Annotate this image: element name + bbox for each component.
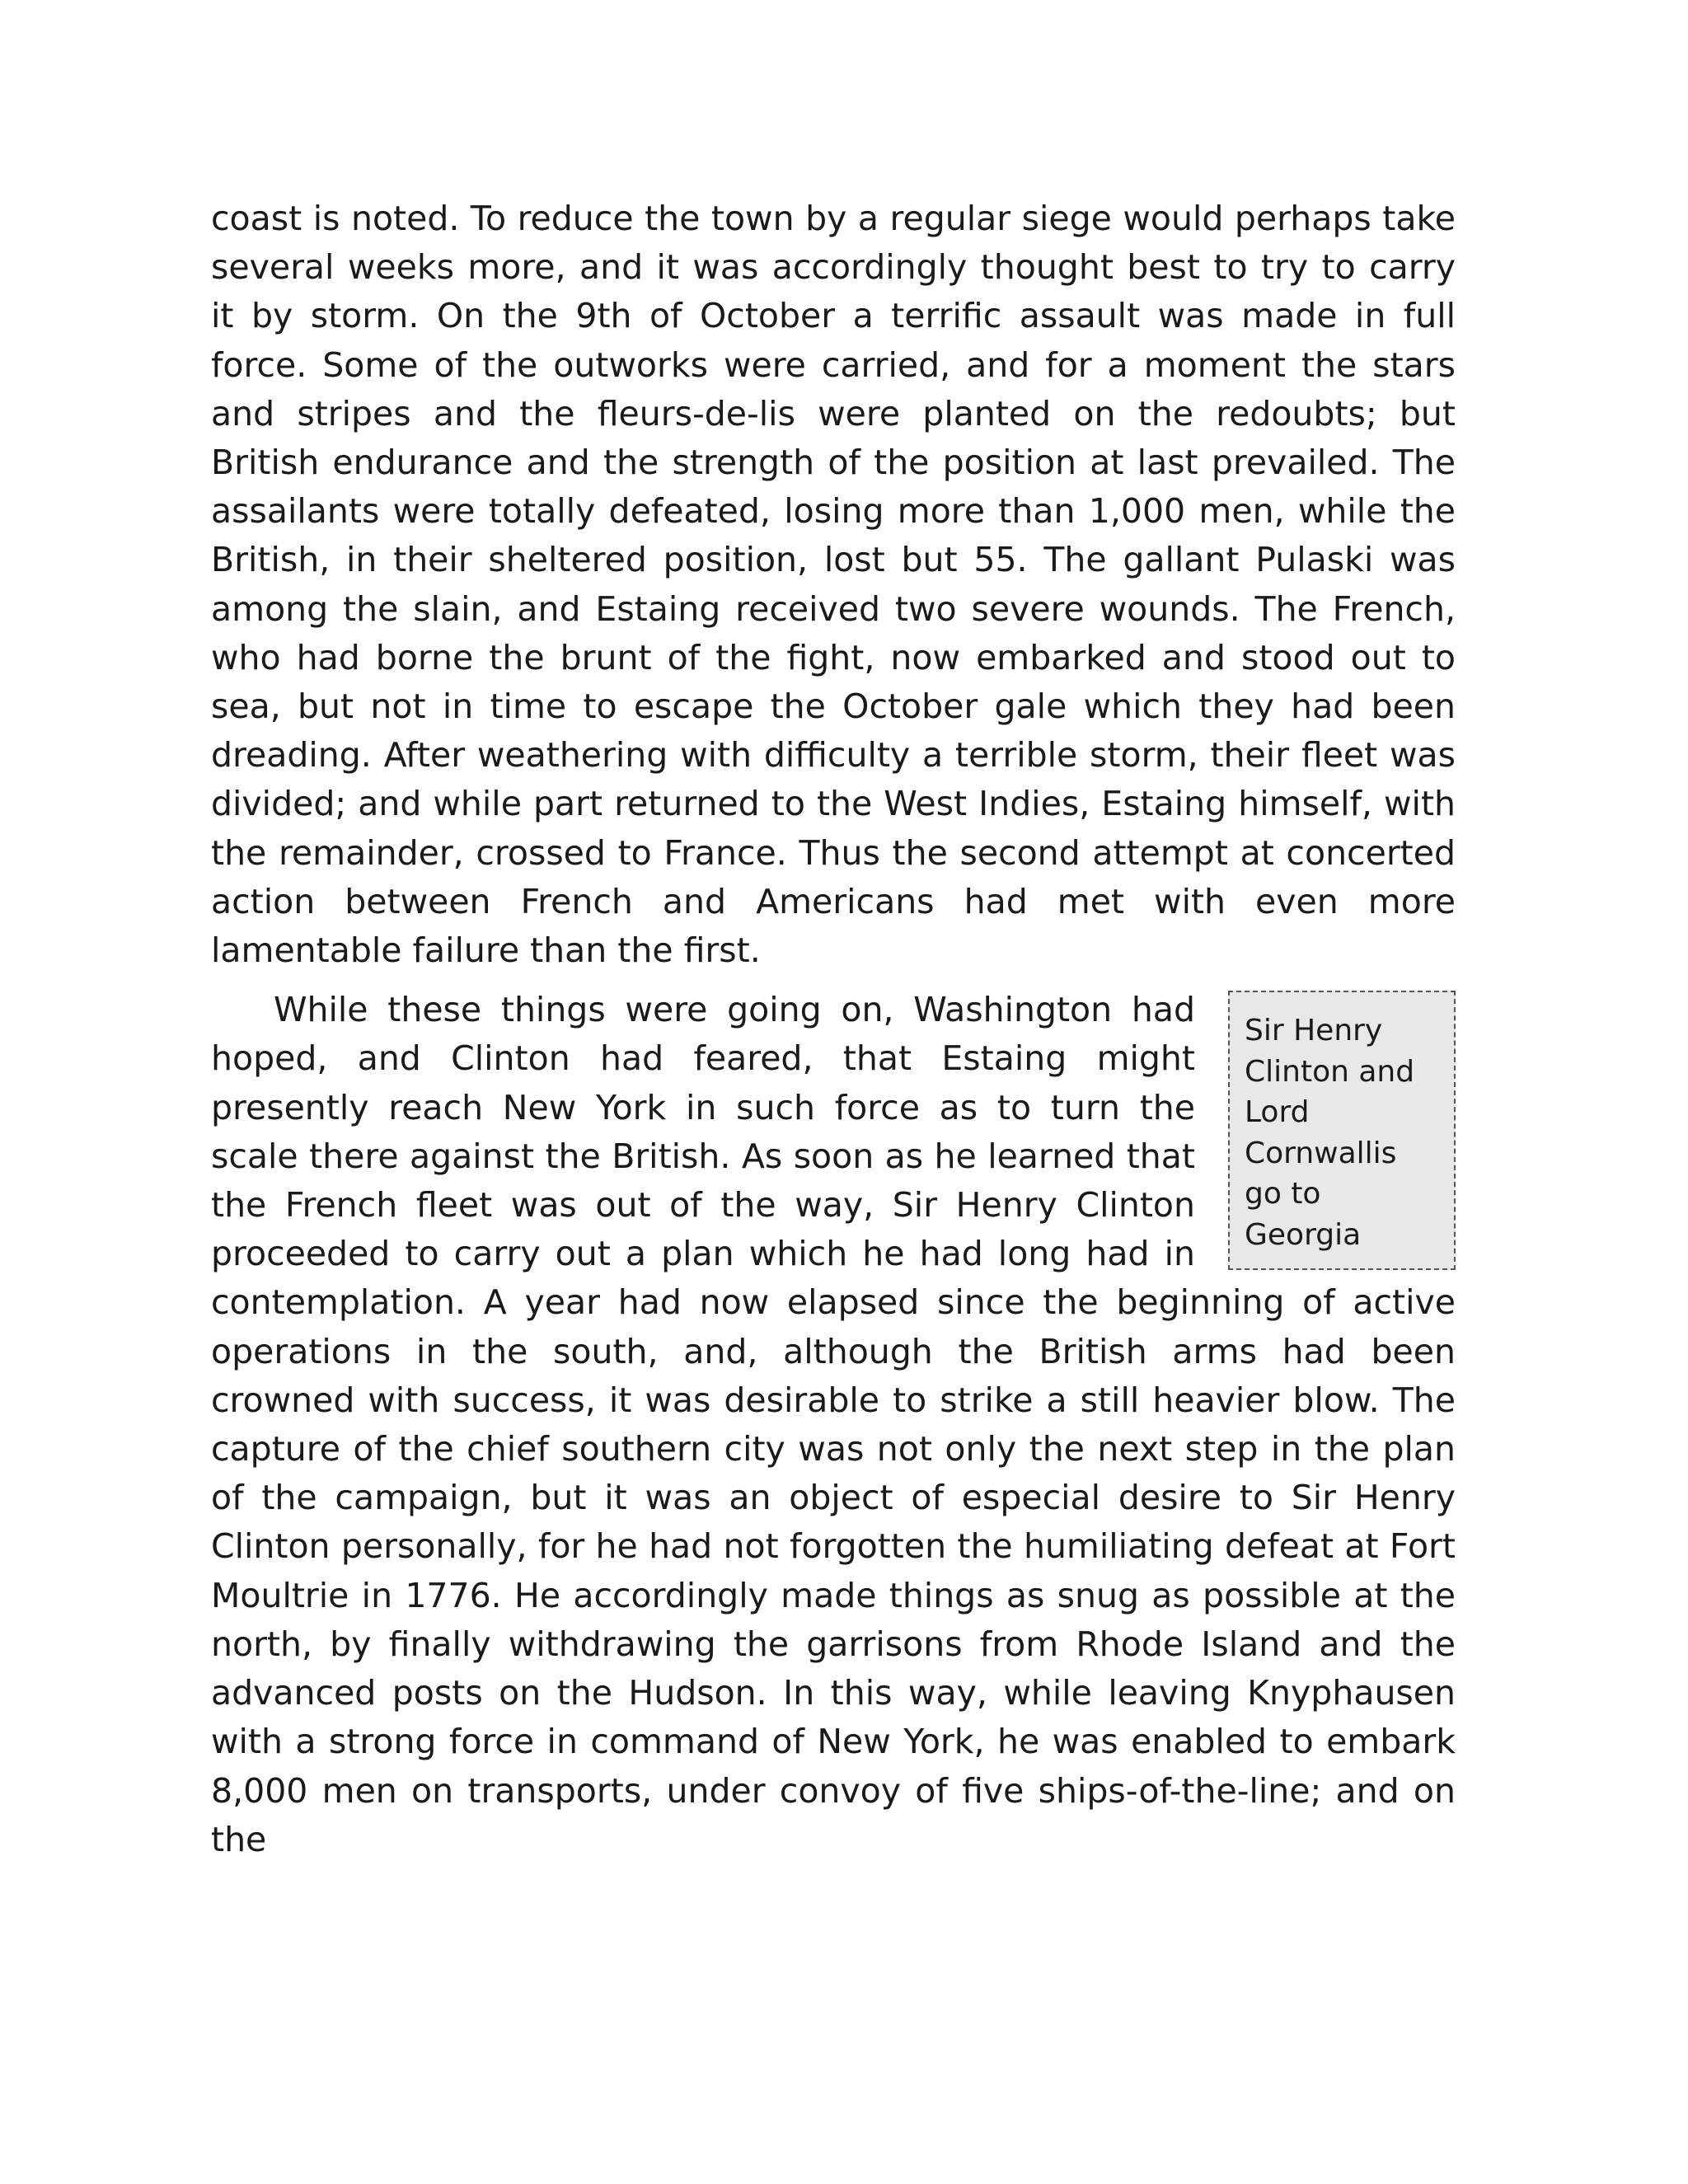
paragraph-clinton-expedition-text: While these things were going on, Washington had hoped, and Clinton had feared, that Estaing might presently reach New York in such force as to turn the scale there against the British. As soon as he learned that the French fleet was out of the way, Sir Henry Clinton proceeded to carry out a plan which he had long had in contemplation. A year had now elapsed since the beginning of active operations in the south, and, although the British arms had been crowned with success, it was desirable to strike a still heavier blow. The capture of the chief southern city was not only the next step in the plan of the campaign, but it was an object of especial desire to Sir Henry Clinton personally, for he had not forgotten the humiliating defeat at Fort Moultrie in 1776. He accordingly made things as snug as possible at the north, by finally withdrawing the garrisons from Rhode Island and the advanced posts on the Hudson. In this way, while leaving Knyphausen with a strong force in command of New York, he was enabled to embark 8,000 men on transports, under convoy of five ships-of-the-line; and on the	[211, 990, 1456, 1859]
text-column	[211, 194, 1456, 1864]
margin-note: Sir Henry Clinton and Lord Cornwallis go to Georgia	[1228, 991, 1456, 1270]
paragraph-clinton-expedition	[211, 986, 1456, 1864]
paragraph-siege-of-savannah: coast is noted. To reduce the town by a regular siege would perhaps take several weeks more, and it was accordingly thought best to try to carry it by storm. On the 9th of October a terrific assault was made in full force. Some of the outworks were carried, and for a moment the stars and stripes and the fleurs-de-lis were planted on the redoubts; but British endurance and the strength of the position at last prevailed. The assailants were totally defeated, losing more than 1,000 men, while the British, in their sheltered position, lost but 55. The gallant Pulaski was among the slain, and Estaing received two severe wounds. The French, who had borne the brunt of the fight, now embarked and stood out to sea, but not in time to escape the October gale which they had been dreading. After weathering with difficulty a terrible storm, their fleet was divided; and while part returned to the West Indies, Estaing himself, with the remainder, crossed to France. Thus the second attempt at concerted action between French and Americans had met with even more lamentable failure than the first.	[211, 199, 1456, 971]
